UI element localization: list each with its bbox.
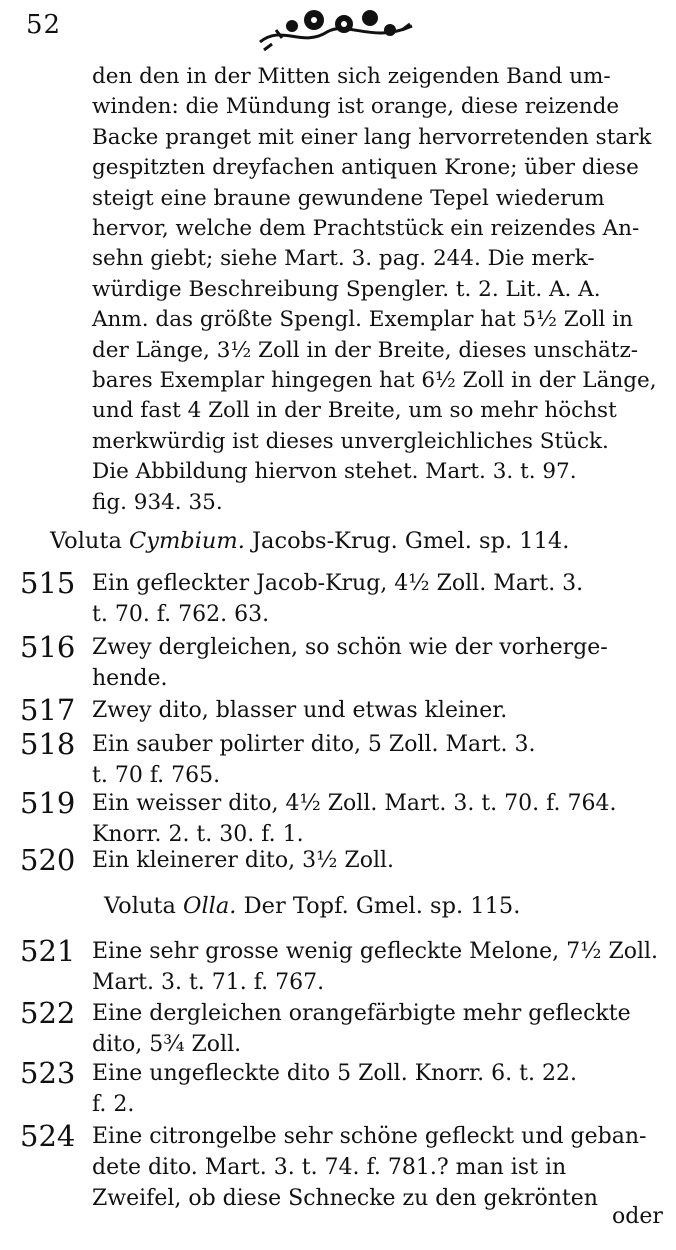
section-species: Cymbium.: [129, 528, 245, 554]
text-line: steigt eine braune gewundene Tepel wiederum: [92, 185, 605, 211]
section-genus: Voluta: [104, 893, 176, 919]
entry-text: [92, 695, 664, 726]
section-heading-olla: [104, 893, 520, 919]
section-heading-cymbium: [50, 528, 569, 554]
entry-number: 521: [20, 934, 76, 968]
text-line: bares Exemplar hingegen hat 6½ Zoll in der Länge,: [92, 368, 657, 394]
text-line: Ein gefleckter Jacob-Krug, 4½ Zoll. Mart. 3.: [92, 571, 584, 596]
catchword: oder: [612, 1204, 663, 1229]
entry-text: [92, 936, 664, 998]
entry-text: [92, 1058, 664, 1120]
text-line: Zweifel, ob diese Schnecke zu den gekrönten: [92, 1186, 598, 1211]
text-line: Eine sehr grosse wenig gefleckte Melone, 7½ Zoll.: [92, 939, 659, 964]
section-rest: Jacobs-Krug. Gmel. sp. 114.: [252, 528, 570, 554]
text-line: Knorr. 2. t. 30. f. 1.: [92, 822, 304, 847]
text-line: Backe pranget mit einer lang hervorretenden stark: [92, 124, 652, 150]
text-line: sehn giebt; siehe Mart. 3. pag. 244. Die merk-: [92, 246, 595, 272]
text-line: Zwey dergleichen, so schön wie der vorherge-: [92, 635, 608, 660]
text-line: Ein kleinerer dito, 3½ Zoll.: [92, 848, 395, 873]
entry-text: [92, 998, 664, 1060]
entry-text: [92, 788, 664, 850]
text-line: Zwey dito, blasser und etwas kleiner.: [92, 698, 508, 723]
text-line: Eine dergleichen orangefärbigte mehr gefleckte: [92, 1001, 631, 1026]
entry-number: 524: [20, 1119, 76, 1153]
text-line: hervor, welche dem Prachtstück ein reizendes An-: [92, 216, 640, 242]
text-line: Ein weisser dito, 4½ Zoll. Mart. 3. t. 70. f. 764.: [92, 791, 617, 816]
section-species: Olla.: [183, 893, 237, 919]
entry-number: 523: [20, 1056, 76, 1090]
text-line: den den in der Mitten sich zeigenden Band um-: [92, 64, 611, 89]
text-line: merkwürdig ist dieses unvergleichliches Stück.: [92, 428, 609, 454]
entry-number: 519: [20, 786, 76, 820]
text-line: Die Abbildung hiervon stehet. Mart. 3. t. 97.: [92, 459, 577, 485]
entry-number: 522: [20, 996, 76, 1030]
entry-text: [92, 729, 664, 791]
text-line: Ein sauber polirter dito, 5 Zoll. Mart. 3.: [92, 732, 536, 757]
text-line: der Länge, 3½ Zoll in der Breite, dieses unschätz-: [92, 337, 639, 363]
entry-number: 515: [20, 566, 76, 600]
section-genus: Voluta: [50, 528, 122, 554]
entry-number: 518: [20, 727, 76, 761]
text-line: würdige Beschreibung Spengler. t. 2. Lit. A. A.: [92, 276, 601, 302]
text-line: dito, 5¾ Zoll.: [92, 1032, 242, 1057]
text-line: Eine citrongelbe sehr schöne gefleckt und geban-: [92, 1124, 647, 1149]
page-number: 52: [26, 10, 62, 40]
text-line: gespitzten dreyfachen antiquen Krone; über diese: [92, 155, 639, 181]
text-line: dete dito. Mart. 3. t. 74. f. 781.? man ist in: [92, 1155, 567, 1180]
entry-number: 517: [20, 693, 76, 727]
entry-number: 516: [20, 630, 76, 664]
entry-text: [92, 632, 664, 694]
text-line: Eine ungefleckte dito 5 Zoll. Knorr. 6. t. 22.: [92, 1061, 577, 1086]
floral-ornament: [252, 4, 422, 52]
section-rest: Der Topf. Gmel. sp. 115.: [243, 893, 521, 919]
entry-text: [92, 845, 664, 876]
text-line: f. 2.: [92, 1092, 135, 1117]
entry-number: 520: [20, 843, 76, 877]
text-line: Anm. das größte Spengl. Exemplar hat 5½ Zoll in: [92, 307, 633, 333]
text-line: Mart. 3. t. 71. f. 767.: [92, 970, 325, 995]
text-line: hende.: [92, 666, 168, 691]
text-line: t. 70 f. 765.: [92, 763, 221, 788]
entry-text: [92, 568, 664, 630]
text-line: winden: die Mündung ist orange, diese reizende: [92, 94, 620, 120]
text-line: und fast 4 Zoll in der Breite, um so mehr höchst: [92, 398, 617, 424]
entry-text: [92, 1121, 664, 1214]
text-line: t. 70. f. 762. 63.: [92, 602, 270, 627]
intro-paragraph: [92, 62, 664, 518]
text-line: fig. 934. 35.: [92, 489, 223, 515]
